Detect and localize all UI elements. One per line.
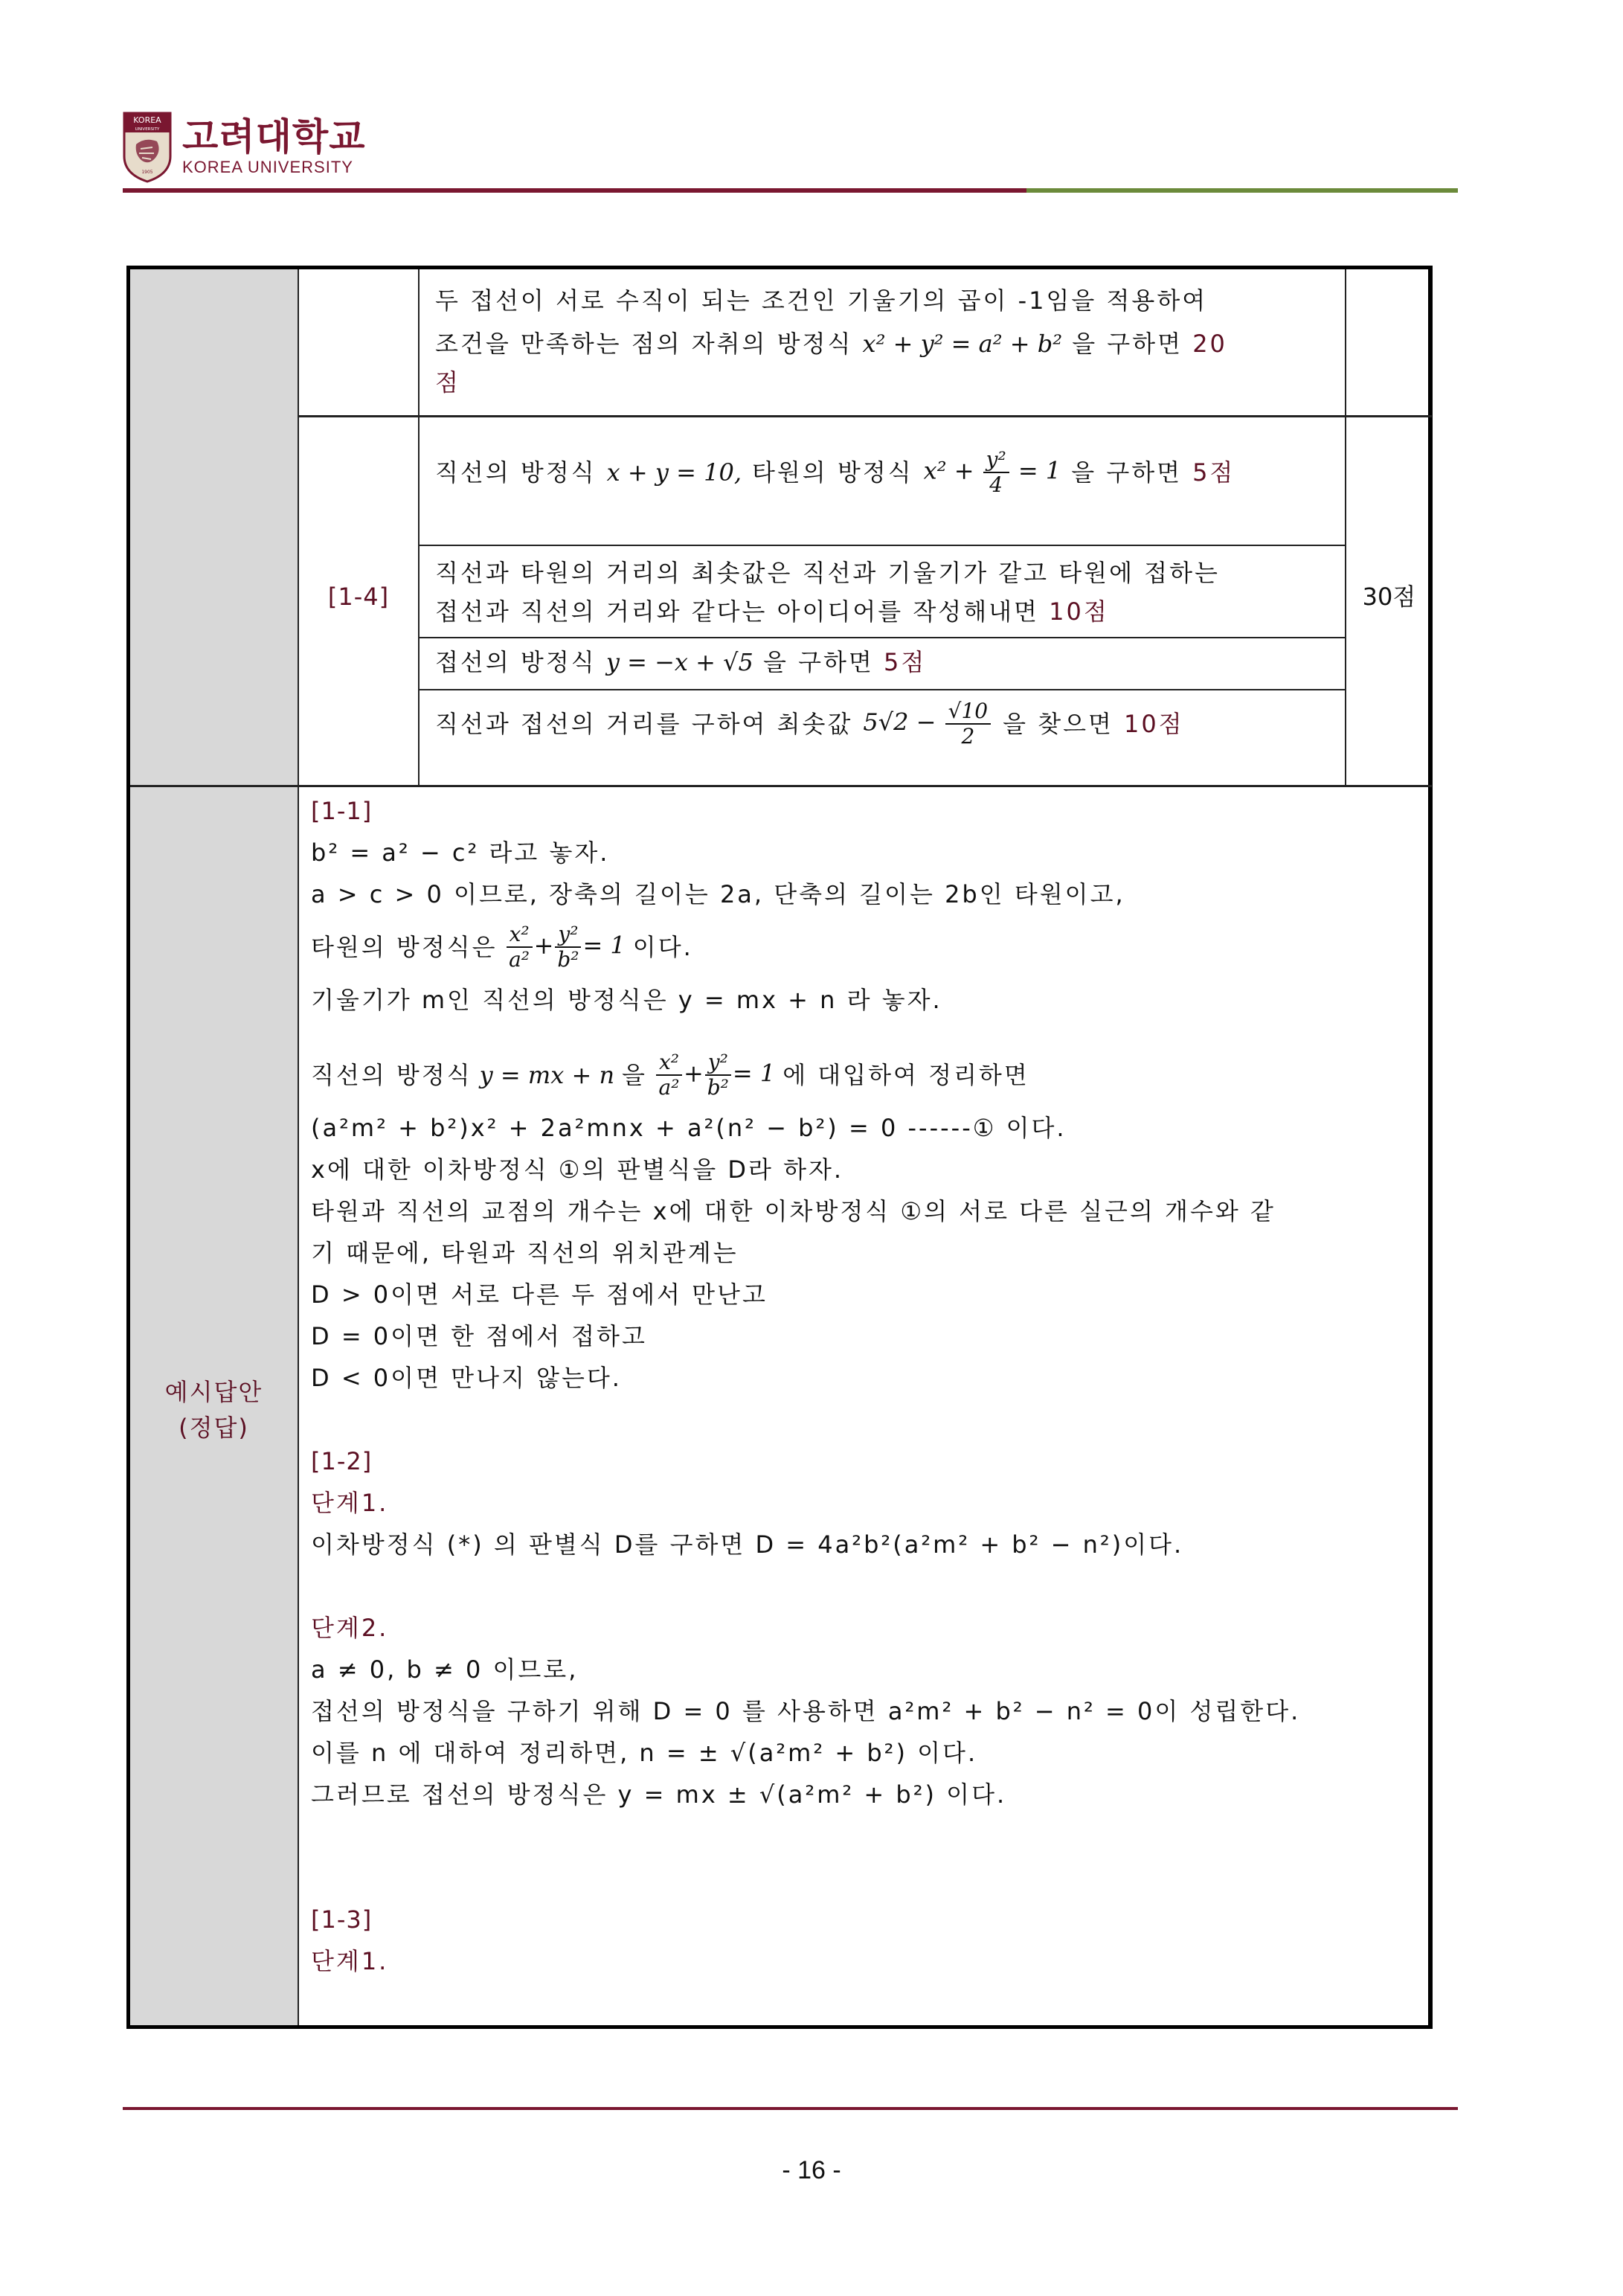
- svg-text:KOREA: KOREA: [133, 115, 161, 125]
- criterion-4: [435, 699, 1335, 748]
- answer-line: 직선의 방정식 y = mx + n 을 $\frac{\text{x²}}{\text{a²}}$ + $\frac{\text{y²}}{\text{b²}}$ = 1 에 대입하여 정리하면: [311, 1050, 1029, 1100]
- answer-label-line2: (정답): [179, 1414, 249, 1442]
- points-value: 10점: [1123, 710, 1184, 738]
- criteria-line: 직선과 타원의 거리의 최솟값은 직선과 기울기가 같고 타원에 접하는: [435, 559, 1220, 587]
- criteria-text: 을 찾으면: [1003, 710, 1113, 738]
- criteria-text: 직선과 접선의 거리를 구하여 최솟값: [435, 710, 853, 738]
- math-expression: y = −x + √5: [605, 648, 753, 676]
- row-divider: [298, 415, 1432, 417]
- section-title: [1-2]: [311, 1447, 373, 1475]
- answer-line: 접선의 방정식을 구하기 위해 D = 0 를 사용하면 a²m² + b² − n² = 0이 성립한다.: [311, 1697, 1301, 1725]
- section-title: [1-1]: [311, 797, 373, 825]
- criterion-1: [435, 448, 1335, 497]
- crest-icon: [123, 112, 172, 183]
- criteria-line: 두 접선이 서로 수직이 되는 조건인 기울기의 곱이 -1임을 적용하여: [435, 286, 1208, 315]
- answer-line: b² = a² − c² 라고 놓자.: [311, 838, 610, 867]
- criteria-text: 을 구하면: [1072, 330, 1183, 358]
- question-label-text: [1-4]: [327, 583, 390, 611]
- points-value: 5점: [884, 648, 927, 676]
- answer-content: [311, 790, 1412, 1982]
- answer-line: x에 대한 이차방정식 ①의 판별식을 D라 하자.: [311, 1155, 844, 1184]
- answer-line: a ≠ 0, b ≠ 0 이므로,: [311, 1655, 579, 1684]
- criteria-text: 접선의 방정식: [435, 648, 597, 676]
- math-expression: 5√2 − $\frac{√10}{2}$: [863, 699, 992, 748]
- answer-line: (a²m² + b²)x² + 2a²mnx + a²(n² − b²) = 0 ------① 이다.: [311, 1114, 1067, 1142]
- header-divider-maroon: [123, 188, 1026, 193]
- points-value: 10점: [1049, 597, 1109, 626]
- criteria-text: 타원의 방정식: [751, 458, 913, 487]
- section-title: [1-3]: [311, 1905, 373, 1934]
- math-expression: x + y = 10,: [606, 458, 742, 487]
- university-logo: [123, 112, 376, 182]
- step-title: 단계1.: [311, 1489, 389, 1517]
- step-title: 단계1.: [311, 1947, 389, 1975]
- answer-line: 타원과 직선의 교점의 개수는 x에 대한 이차방정식 ①의 서로 다른 실근의 개수와 같: [311, 1197, 1276, 1225]
- answer-line: 그러므로 접선의 방정식은 y = mx ± √(a²m² + b²) 이다.: [311, 1780, 1007, 1809]
- answer-line: 기울기가 m인 직선의 방정식은 y = mx + n 라 놓자.: [311, 986, 942, 1014]
- points-unit: 점: [435, 368, 460, 397]
- col-divider: [1345, 269, 1346, 786]
- answer-line: a > c > 0 이므로, 장축의 길이는 2a, 단축의 길이는 2b인 타원이고,: [311, 880, 1125, 908]
- criteria-line: [435, 597, 1335, 626]
- criterion-2: [435, 558, 1335, 626]
- answer-line: D > 0이면 서로 다른 두 점에서 만난고: [311, 1280, 768, 1309]
- answer-label: [130, 1374, 298, 1446]
- math-expression: x² + y² = a² + b²: [862, 330, 1063, 358]
- col-divider: [418, 269, 420, 786]
- step-title: 단계2.: [311, 1614, 389, 1642]
- header-divider-green: [1026, 188, 1458, 193]
- criteria-text: 조건을 만족하는 점의 자취의 방정식: [435, 330, 853, 358]
- row-divider: [418, 545, 1345, 546]
- svg-text:UNIVERSITY: UNIVERSITY: [135, 126, 160, 132]
- criteria-text: 직선의 방정식: [435, 458, 597, 487]
- page-number: - 16 -: [782, 2156, 841, 2184]
- row-divider: [418, 689, 1345, 690]
- answer-line: 타원의 방정식은 $\frac{\text{x²}}{\text{a²}}$ + $\frac{\text{y²}}{\text{b²}}$ = 1 이다.: [311, 922, 693, 972]
- criteria-text: 접선과 직선의 거리와 같다는 아이디어를 작성해내면: [435, 597, 1039, 626]
- scoring-table: [126, 266, 1433, 2029]
- row-divider: [418, 637, 1345, 638]
- math-expression: x² + $\frac{\text{y²}}{4}$ = 1: [923, 447, 1061, 497]
- logo-english-name: KOREA UNIVERSITY: [182, 157, 353, 176]
- criterion-3: [435, 647, 1335, 677]
- total-points: [1346, 582, 1432, 612]
- answer-label-line1: 예시답안: [164, 1378, 263, 1406]
- answer-line: 이를 n 에 대하여 정리하면, n = ± √(a²m² + b²) 이다.: [311, 1739, 978, 1767]
- total-points-text: 30점: [1362, 583, 1416, 611]
- answer-line: 기 때문에, 타원과 직선의 위치관계는: [311, 1239, 739, 1267]
- answer-line: D < 0이면 만나지 않는다.: [311, 1364, 622, 1392]
- category-column: [130, 269, 298, 2025]
- question-label: [299, 582, 418, 612]
- points-value: 20: [1192, 330, 1227, 358]
- answer-line: 이차방정식 (*) 의 판별식 D를 구하면 D = 4a²b²(a²m² + b² − n²)이다.: [311, 1530, 1184, 1559]
- svg-text:1905: 1905: [141, 169, 153, 175]
- criteria-text: 을 구하면: [763, 648, 874, 676]
- row-divider: [130, 785, 1432, 787]
- criteria-line: [435, 329, 1335, 359]
- logo-korean-name: 고려대학교: [182, 115, 366, 158]
- footer-divider: [123, 2107, 1458, 2110]
- criteria-cell-top: [435, 286, 1335, 397]
- points-value: 5점: [1192, 458, 1235, 487]
- col-divider: [298, 269, 299, 2025]
- answer-line: D = 0이면 한 점에서 접하고: [311, 1322, 647, 1350]
- criteria-text: 을 구하면: [1071, 458, 1183, 487]
